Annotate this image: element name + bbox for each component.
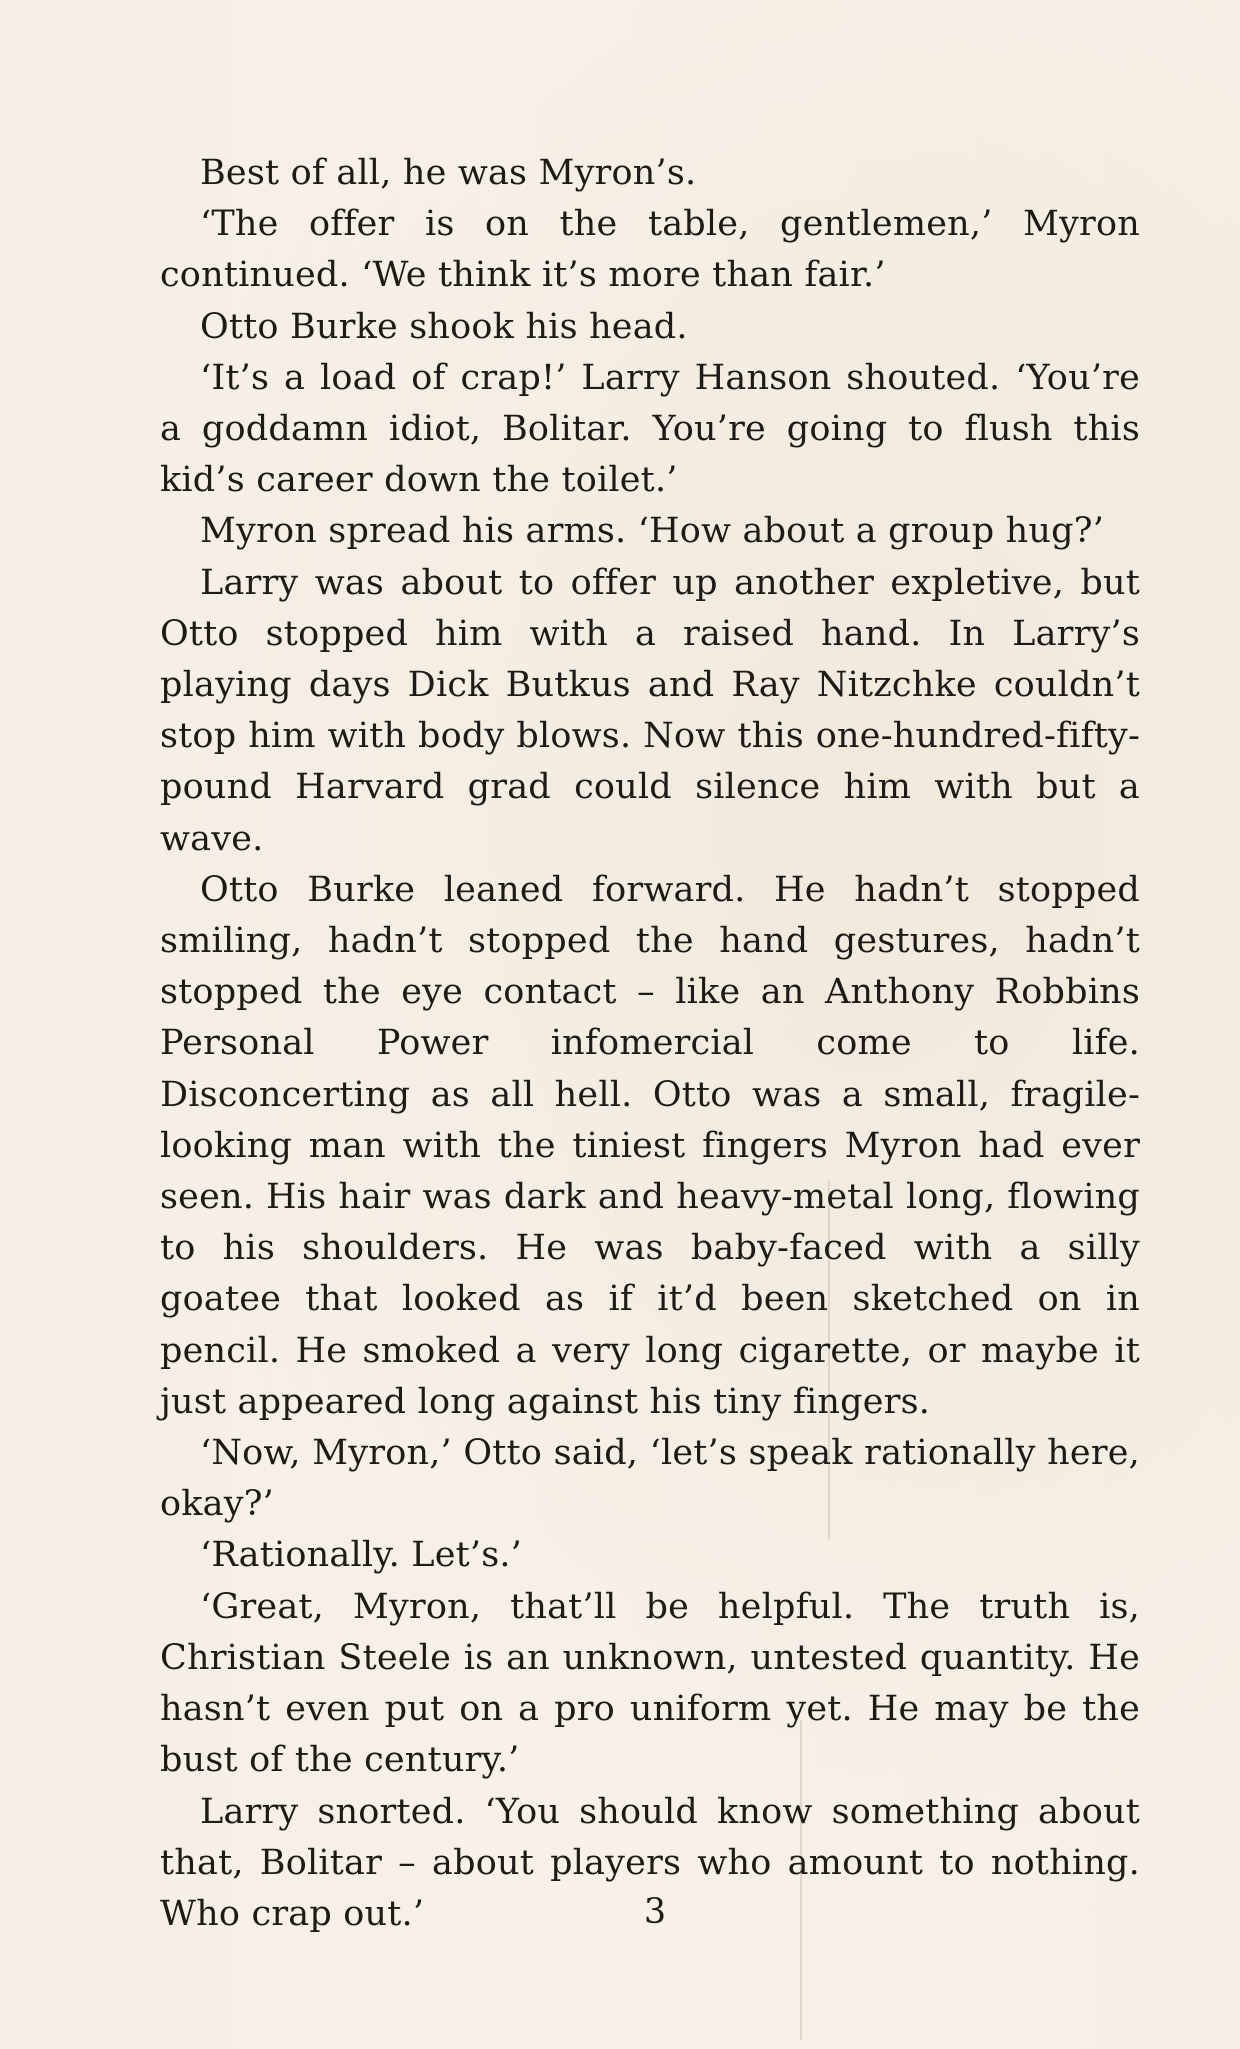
paragraph: ‘It’s a load of crap!’ Larry Hanson shouted. ‘You’re a goddamn idiot, Bolitar. You’re going to flush this kid’s career down the toilet.’ [160,357,1140,501]
paragraph: Larry snorted. ‘You should know something about that, Bolitar – about players who amount to nothing. Who crap out.’ [160,1791,1140,1934]
page-number: 3 [643,1892,667,1932]
paragraph: Myron spread his arms. ‘How about a group hug?’ [200,511,1105,552]
paragraph: Larry was about to offer up another expletive, but Otto stopped him with a raised hand. In Larry’s playing days Dick Butkus and Ray Nitzchke couldn’t stop him with body blows. Now this one-hundred-fifty-pound Harvard grad could silence him with but a wave. [160,562,1140,859]
body-text [160,148,1140,1940]
paragraph: Otto Burke shook his head. [200,306,688,347]
paragraph: ‘Rationally. Let’s.’ [200,1535,523,1576]
paragraph: ‘Great, Myron, that’ll be helpful. The truth is, Christian Steele is an unknown, untested quantity. He hasn’t even put on a pro uniform yet. He may be the bust of the century.’ [160,1586,1140,1781]
paragraph: ‘Now, Myron,’ Otto said, ‘let’s speak rationally here, okay?’ [160,1433,1140,1525]
paragraph: ‘The offer is on the table, gentlemen,’ Myron continued. ‘We think it’s more than fair.’ [160,204,1140,296]
paragraph: Otto Burke leaned forward. He hadn’t stopped smiling, hadn’t stopped the hand gestures, hadn’t stopped the eye contact – like an Anthony Robbins Personal Power infomercial come to life. Disconcerting as all hell. Otto was a small, fragile-looking man with the tiniest fingers Myron had ever seen. His hair was dark and heavy-metal long, flowing to his shoulders. He was baby-faced with a silly goatee that looked as if it’d been sketched on in pencil. He smoked a very long cigarette, or maybe it just appeared long against his tiny fingers. [160,869,1140,1422]
paragraph: Best of all, he was Myron’s. [200,153,697,193]
